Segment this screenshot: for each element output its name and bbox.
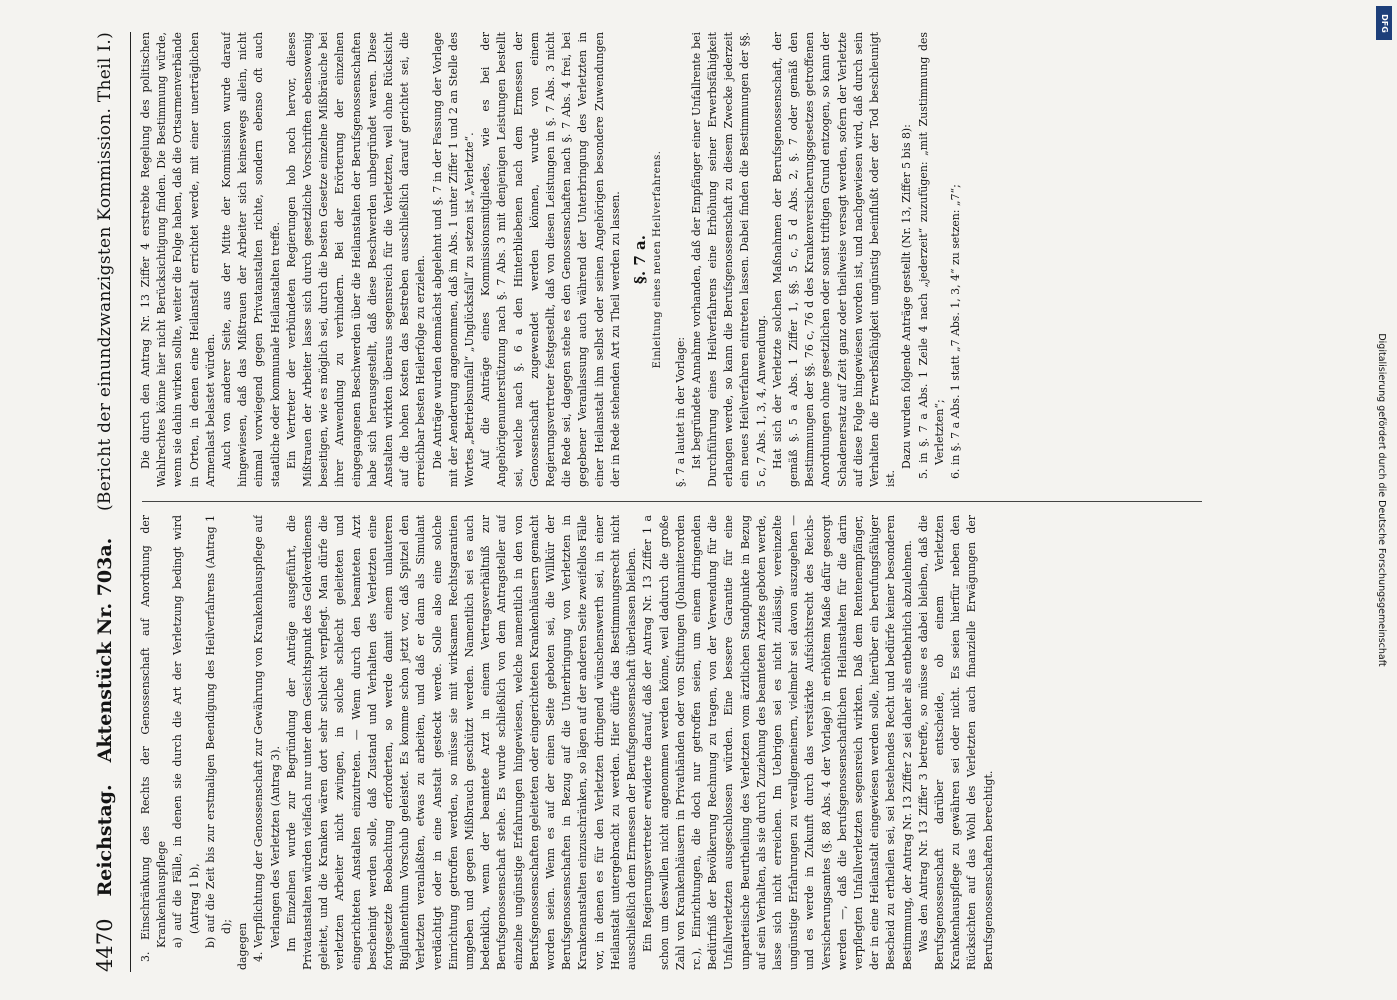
column-divider: [142, 501, 1202, 502]
right-column: [138, 32, 1206, 487]
paragraph: Ein Vertreter der verbündeten Regierungen hob noch hervor, dieses Mißtrauen der Arbeiter lasse sich durch gesetzliche Vorschriften ebensowenig beseitigen, wie es möglich sei, durch die besten Gesetze einzelne Mißbräuche bei ihrer Anwendung zu verhindern. Bei der Erörterung der einzelnen eingegangenen Beschwerden über die Heilanstalten der Berufsgenossenschaften habe sich herausgestellt, daß diese Beschwerden unbegründet waren. Diese Anstalten wirkten überaus segensreich für die Verletzten, weil ohne Rücksicht auf die hohen Kosten das Bestreben ausschließlich darauf gerichtet sei, die erreichbar besten Heilerfolge zu erzielen.: [284, 32, 428, 487]
header-report-title: (Bericht der einundzwanzigsten Kommission. Theil I.): [95, 32, 115, 511]
digitization-credit: [1370, 20, 1392, 980]
paragraph: Was den Antrag Nr. 13 Ziffer 3 betreffe, so müsse es dabei bleiben, daß die Berufsgenossenschaft darüber entscheide, ob einem Verletzten Krankenhauspflege zu gewähren sei oder nicht. Es seien hierfür neben den Rücksichten auf das Wohl des Verletzten auch finanzielle Erwägungen der Berufsgenossenschaften berechtigt.: [916, 515, 995, 970]
paragraph: Im Einzelnen wurde zur Begründung der Anträge ausgeführt, die Privatanstalten würden vielfach nur unter dem Gesichtspunkt des Geldverdienens geleitet, und die Kranken wären dort sehr schlecht verpflegt. Man dürfe die verletzten Arbeiter nicht zwingen, in solche schlecht geleiteten und eingerichteten Anstalten einzutreten. — Wenn durch den beamteten Arzt bescheinigt werden solle, daß Zustand und Verhalten des Verletzten eine fortgesetzte Beobachtung erforderten, so werde damit einem unlauteren Bigilantenthum Vorschub geleistet. Es komme schon jetzt vor, daß Spitzel den Verletzten veranlaßten, etwas zu arbeiten, und daß er dann als Simulant verdächtigt oder in eine Anstalt gesteckt werde. Solle also eine solche Einrichtung getroffen werden, so müsse sie mit wirksamen Rechtsgarantien umgeben und gegen Mißbrauch geschützt werden. Namentlich sei es auch bedenklich, wenn der beamtete Arzt in einem Vertragsverhältniß zur Berufsgenossenschaft stehe. Es wurde schließlich von dem Antragsteller auf einzelne ungünstige Erfahrungen hingewiesen, welche namentlich in den von Berufsgenossenschaften geleiteten oder eingerichteten Krankenhäusern gemacht worden seien. Wenn es auf der einen Seite geboten sei, die Willkür der Berufsgenossenschaften in Bezug auf die Unterbringung von Verletzten in Krankenanstalten einzuschränken, so lägen auf der anderen Seite zweifellos Fälle vor, in denen es für den Verletzten dringend wünschenswerth sei, in einer Heilanstalt untergebracht zu werden. Hier dürfe das Bestimmungsrecht nicht ausschließlich dem Ermessen der Berufsgenossenschaft überlassen bleiben.: [284, 515, 639, 970]
page-number: 4470: [93, 918, 117, 972]
paragraph: 5. in §. 7 a Abs. 1 Zeile 4 nach „jederzeit“ zuzufügen: „mit Zustimmung des Verletzten“;: [916, 32, 946, 479]
header-document-number: Aktenstück Nr. 703a.: [94, 537, 116, 763]
paragraph: Hat sich der Verletzte solchen Maßnahmen der Berufsgenossenschaft, der gemäß §. 5 a Abs. 1 Ziffer 1, §§. 5 c, 5 d Abs. 2, §. 7 oder gemäß den Bestimmungen der §§. 76 c, 76 d des Krankenversicherungsgesetzes getroffenen Anordnungen ohne gesetzlichen oder sonst triftigen Grund entzogen, so kann der Schadenersatz auf Zeit ganz oder theilweise versagt werden, sofern der Verletzte auf diese Folge hingewiesen worden ist, und nachgewiesen wird, daß durch sein Verhalten die Erwerbsfähigkeit ungünstig beeinflußt oder der Tod beschleunigt ist.: [770, 32, 898, 487]
dfg-logo: DFG: [1376, 6, 1392, 40]
left-column: [138, 515, 1206, 970]
section-subtitle: Einleitung eines neuen Heilverfahrens.: [652, 150, 664, 369]
paragraph: Auch von anderer Seite, aus der Mitte der Kommission wurde darauf hingewiesen, daß das Mißtrauen der Arbeiter sich keineswegs allein, nicht einmal vorwiegend gegen Privatanstalten richte, sondern ebenso oft auch staatliche oder kommunale Heilanstalten treffe.: [220, 32, 282, 487]
header-reichstag: Reichstag.: [94, 784, 116, 897]
paragraph: 6. in §. 7 a Abs. 1 statt „7 Abs. 1, 3, 4“ zu setzen: „7“;: [948, 184, 962, 479]
paragraph: Die durch den Antrag Nr. 13 Ziffer 4 erstrebte Regelung des politischen Wahlrechtes könne hier nicht Berücksichtigung finden. Die Bestimmung würde, wenn sie dahin wirken sollte, weiter die Folge haben, daß die Ortsarmenverbände in Orten, in denen eine Heilanstalt errichtet werde, mit einer unerträglichen Armenlast belastet würden.: [139, 32, 217, 487]
paragraph: Ist begründete Annahme vorhanden, daß der Empfänger einer Unfallrente bei Durchführung eines Heilverfahrens eine Erhöhung seiner Erwerbsfähigkeit erlangen werde, so kann die Berufsgenossenschaft zu diesem Zwecke jederzeit ein neues Heilverfahren eintreten lassen. Dabei finden die Bestimmungen der §§. 5 c, 7 Abs. 1, 3, 4, Anwendung.: [689, 32, 768, 487]
paragraph: a) auf die Fälle, in denen sie durch die Art der Verletzung bedingt wird (Antrag 1 b),: [171, 515, 201, 948]
paragraph: Dazu wurden folgende Anträge gestellt (Nr. 13, Ziffer 5 bis 8):: [900, 124, 914, 469]
paragraph: b) auf die Zeit bis zur erstmaligen Beendigung des Heilverfahrens (Antrag 1 d);: [203, 515, 234, 948]
page-header: [80, 32, 131, 972]
section-title: §. 7 a.: [631, 235, 650, 284]
paragraph: 4. Verpflichtung der Genossenschaft zur Gewährung von Krankenhauspflege auf Verlangen des Verletzten (Antrag 3).: [252, 515, 282, 962]
paragraph: Ein Regierungsvertreter erwiderte darauf, daß der Antrag Nr. 13 Ziffer 1 a schon um deswillen nicht angenommen werden könne, weil dadurch die große Zahl von Krankenhäusern in Privathänden oder von Stiftungen (Johanniterorden rc.), Einrichtungen, die doch nur getroffen seien, um einem dringenden Bedürfniß der Bevölkerung Rechnung zu tragen, von der Verwendung für die Unfallverletzten ausgeschlossen würden. Eine bessere Garantie für eine unparteiische Beurtheilung des Verletzten vom ärztlichen Standpunkte in Bezug auf sein Verhalten, als sie durch Zuziehung des beamteten Arztes geboten werde, lasse sich nicht erreichen. Im Uebrigen sei es nicht zulässig, vereinzelte ungünstige Erfahrungen zu verallgemeinern, vielmehr sei davon auszugehen — und es werde in Zukunft durch das verstärkte Aufsichtsrecht des Reichs-Versicherungsamtes (§. 88 Abs. 4 der Vorlage) in erhöhtem Maße dafür gesorgt werden —, daß die berufsgenossenschaftlichen Heilanstalten für die darin verpflegten Unfallverletzten segensreich wirkten. Daß dem Rentenempfänger, der in eine Heilanstalt eingewiesen werden solle, hierüber ein berufungsfähiger Bescheid zu ertheilen sei, sei bestehendes Recht und bedürfe keiner besonderen Bestimmung, der Antrag Nr. 13 Ziffer 2 sei daher als entbehrlich abzulehnen.: [641, 515, 914, 970]
paragraph: Auf die Anträge eines Kommissionsmitgliedes, wie es bei der Angehörigenunterstützung nach §. 7 Abs. 3 mit denjenigen Leistungen bestellt sei, welche nach §. 6 a den Hinterbliebenen nach dem Ermessen der Genossenschaft zugewendet werden können, wurde von einem Regierungsvertreter festgestellt, daß von diesen Leistungen in §. 7 Abs. 3 nicht die Rede sei, dagegen stehe es den Genossenschaften nach §. 7 Abs. 4 frei, bei gegebener Veranlassung auch während der Unterbringung des Verletzten in einer Heilanstalt ihm selbst oder seinen Angehörigen besondere Zuwendungen der in Rede stehenden Art zu Theil werden zu lassen.: [479, 32, 622, 487]
paragraph: dagegen: [236, 922, 250, 970]
paragraph: 3. Einschränkung des Rechts der Genossenschaft auf Anordnung der Krankenhauspflege: [139, 515, 169, 962]
credit-text: Digitalisierung gefördert durch die Deutsche Forschungsgemeinschaft: [1376, 333, 1387, 667]
paragraph: Die Anträge wurden demnächst abgelehnt und §. 7 in der Fassung der Vorlage mit der Aenderung angenommen, daß im Abs. 1 unter Ziffer 1 und 2 an Stelle des Wortes „Betriebsunfall“ „Unglücksfall“ zu setzen ist „Verletzte“.: [430, 32, 477, 487]
paragraph: §. 7 a lautet in der Vorlage:: [673, 336, 687, 487]
